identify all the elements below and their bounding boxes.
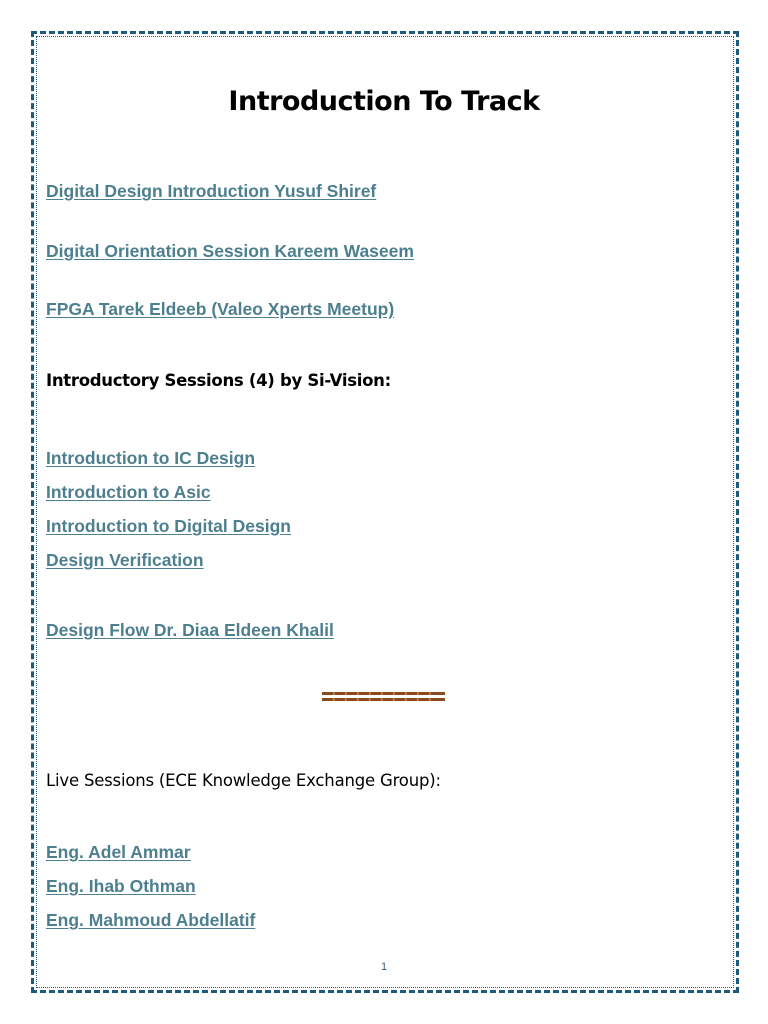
link-digital-design-introduction[interactable]: Digital Design Introduction Yusuf Shiref bbox=[46, 181, 377, 201]
heading-live-sessions: Live Sessions (ECE Knowledge Exchange Group): bbox=[46, 771, 441, 790]
heading-introductory-sessions: Introductory Sessions (4) by Si-Vision: bbox=[46, 371, 391, 390]
link-eng-ihab-othman[interactable]: Eng. Ihab Othman bbox=[46, 876, 196, 896]
link-design-verification[interactable]: Design Verification bbox=[46, 550, 204, 570]
page-number: 1 bbox=[380, 961, 388, 973]
link-fpga-tarek-eldeeb[interactable]: FPGA Tarek Eldeeb (Valeo Xperts Meetup) bbox=[46, 299, 395, 319]
link-introduction-ic-design[interactable]: Introduction to IC Design bbox=[46, 448, 256, 468]
link-eng-mahmoud-abdellatif[interactable]: Eng. Mahmoud Abdellatif bbox=[46, 910, 256, 930]
link-introduction-digital-design[interactable]: Introduction to Digital Design bbox=[46, 516, 291, 536]
link-digital-orientation-session[interactable]: Digital Orientation Session Kareem Waseem bbox=[46, 241, 414, 261]
link-eng-adel-ammar[interactable]: Eng. Adel Ammar bbox=[46, 842, 191, 862]
page-title: Introduction To Track bbox=[228, 86, 540, 117]
decorative-separator bbox=[322, 691, 445, 703]
link-introduction-asic[interactable]: Introduction to Asic bbox=[46, 482, 211, 502]
link-design-flow[interactable]: Design Flow Dr. Diaa Eldeen Khalil bbox=[46, 620, 334, 640]
